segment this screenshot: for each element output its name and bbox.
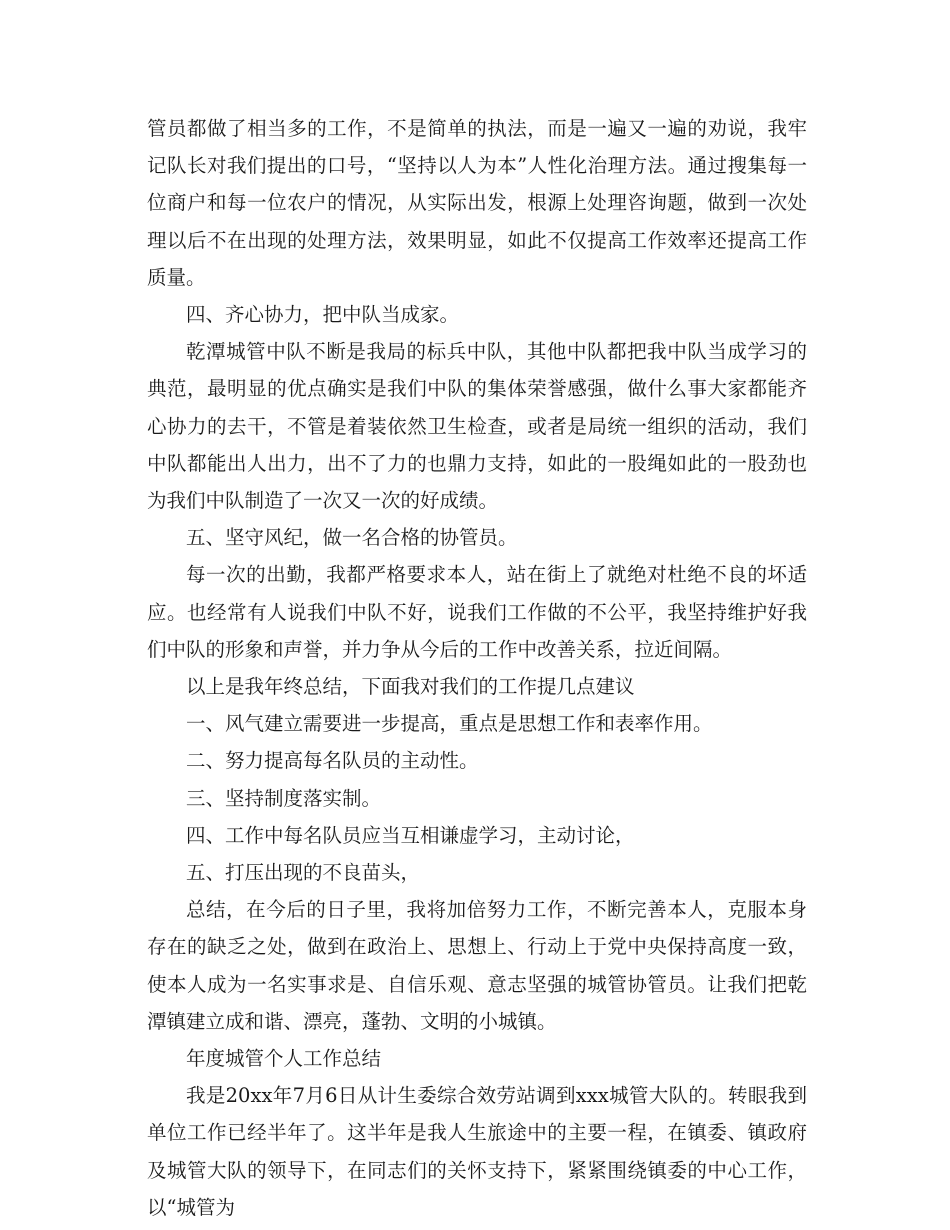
- paragraph-1: 管员都做了相当多的工作，不是简单的执法，而是一遍又一遍的劝说，我牢记队长对我们提出的口号，“坚持以人为本”人性化治理方法。通过搜集每一位商户和每一位农户的情况，从实际出发，根源上处理咨询题，做到一次处理以后不在出现的处理方法，效果明显，如此不仅提高工作效率还提高工作质量。: [147, 117, 807, 289]
- section-heading-4: 四、齐心协力，把中队当成家。: [186, 303, 460, 327]
- suggestion-1: 一、风气建立需要进一步提高，重点是思想工作和表率作用。: [186, 712, 713, 736]
- suggestion-2: 二、努力提高每名队员的主动性。: [186, 749, 479, 773]
- paragraph-2: 乾潭城管中队不断是我局的标兵中队，其他中队都把我中队当成学习的典范，最明显的优点确实是我们中队的集体荣誉感强，做什么事大家都能齐心协力的去干，不管是着装依然卫生检查，或者是局统一组织的活动，我们中队都能出人出力，出不了力的也鼎力支持，如此的一股绳如此的一股劲也为我们中队制造了一次又一次的好成绩。: [147, 340, 807, 513]
- suggestions-intro: 以上是我年终总结，下面我对我们的工作提几点建议: [186, 675, 635, 699]
- document-subtitle: 年度城管个人工作总结: [186, 1047, 382, 1071]
- section-heading-5: 五、坚守风纪，做一名合格的协管员。: [186, 526, 518, 550]
- paragraph-3: 每一次的出勤，我都严格要求本人，站在街上了就绝对杜绝不良的坏适应。也经常有人说我们中队不好，说我们工作做的不公平，我坚持维护好我们中队的形象和声誉，并力争从今后的工作中改善关系，拉近间隔。: [147, 563, 807, 661]
- suggestion-5: 五、打压出现的不良苗头，: [186, 861, 421, 885]
- document-page: [147, 110, 807, 1226]
- paragraph-4: 我是20xx年7月6日从计生委综合效劳站调到xxx城管大队的。转眼我到单位工作已经半年了。这半年是我人生旅途中的主要一程，在镇委、镇政府及城管大队的领导下，在同志们的关怀支持下，紧紧围绕镇委的中心工作，以“城管为: [147, 1084, 807, 1219]
- summary-paragraph: 总结，在今后的日子里，我将加倍努力工作，不断完善本人，克服本身存在的缺乏之处，做到在政治上、思想上、行动上于党中央保持高度一致，使本人成为一名实事求是、自信乐观、意志坚强的城管协管员。让我们把乾潭镇建立成和谐、漂亮，蓬勃、文明的小城镇。: [147, 898, 807, 1033]
- suggestion-4: 四、工作中每名队员应当互相谦虚学习，主动讨论，: [186, 823, 635, 847]
- suggestion-3: 三、坚持制度落实制。: [186, 786, 382, 810]
